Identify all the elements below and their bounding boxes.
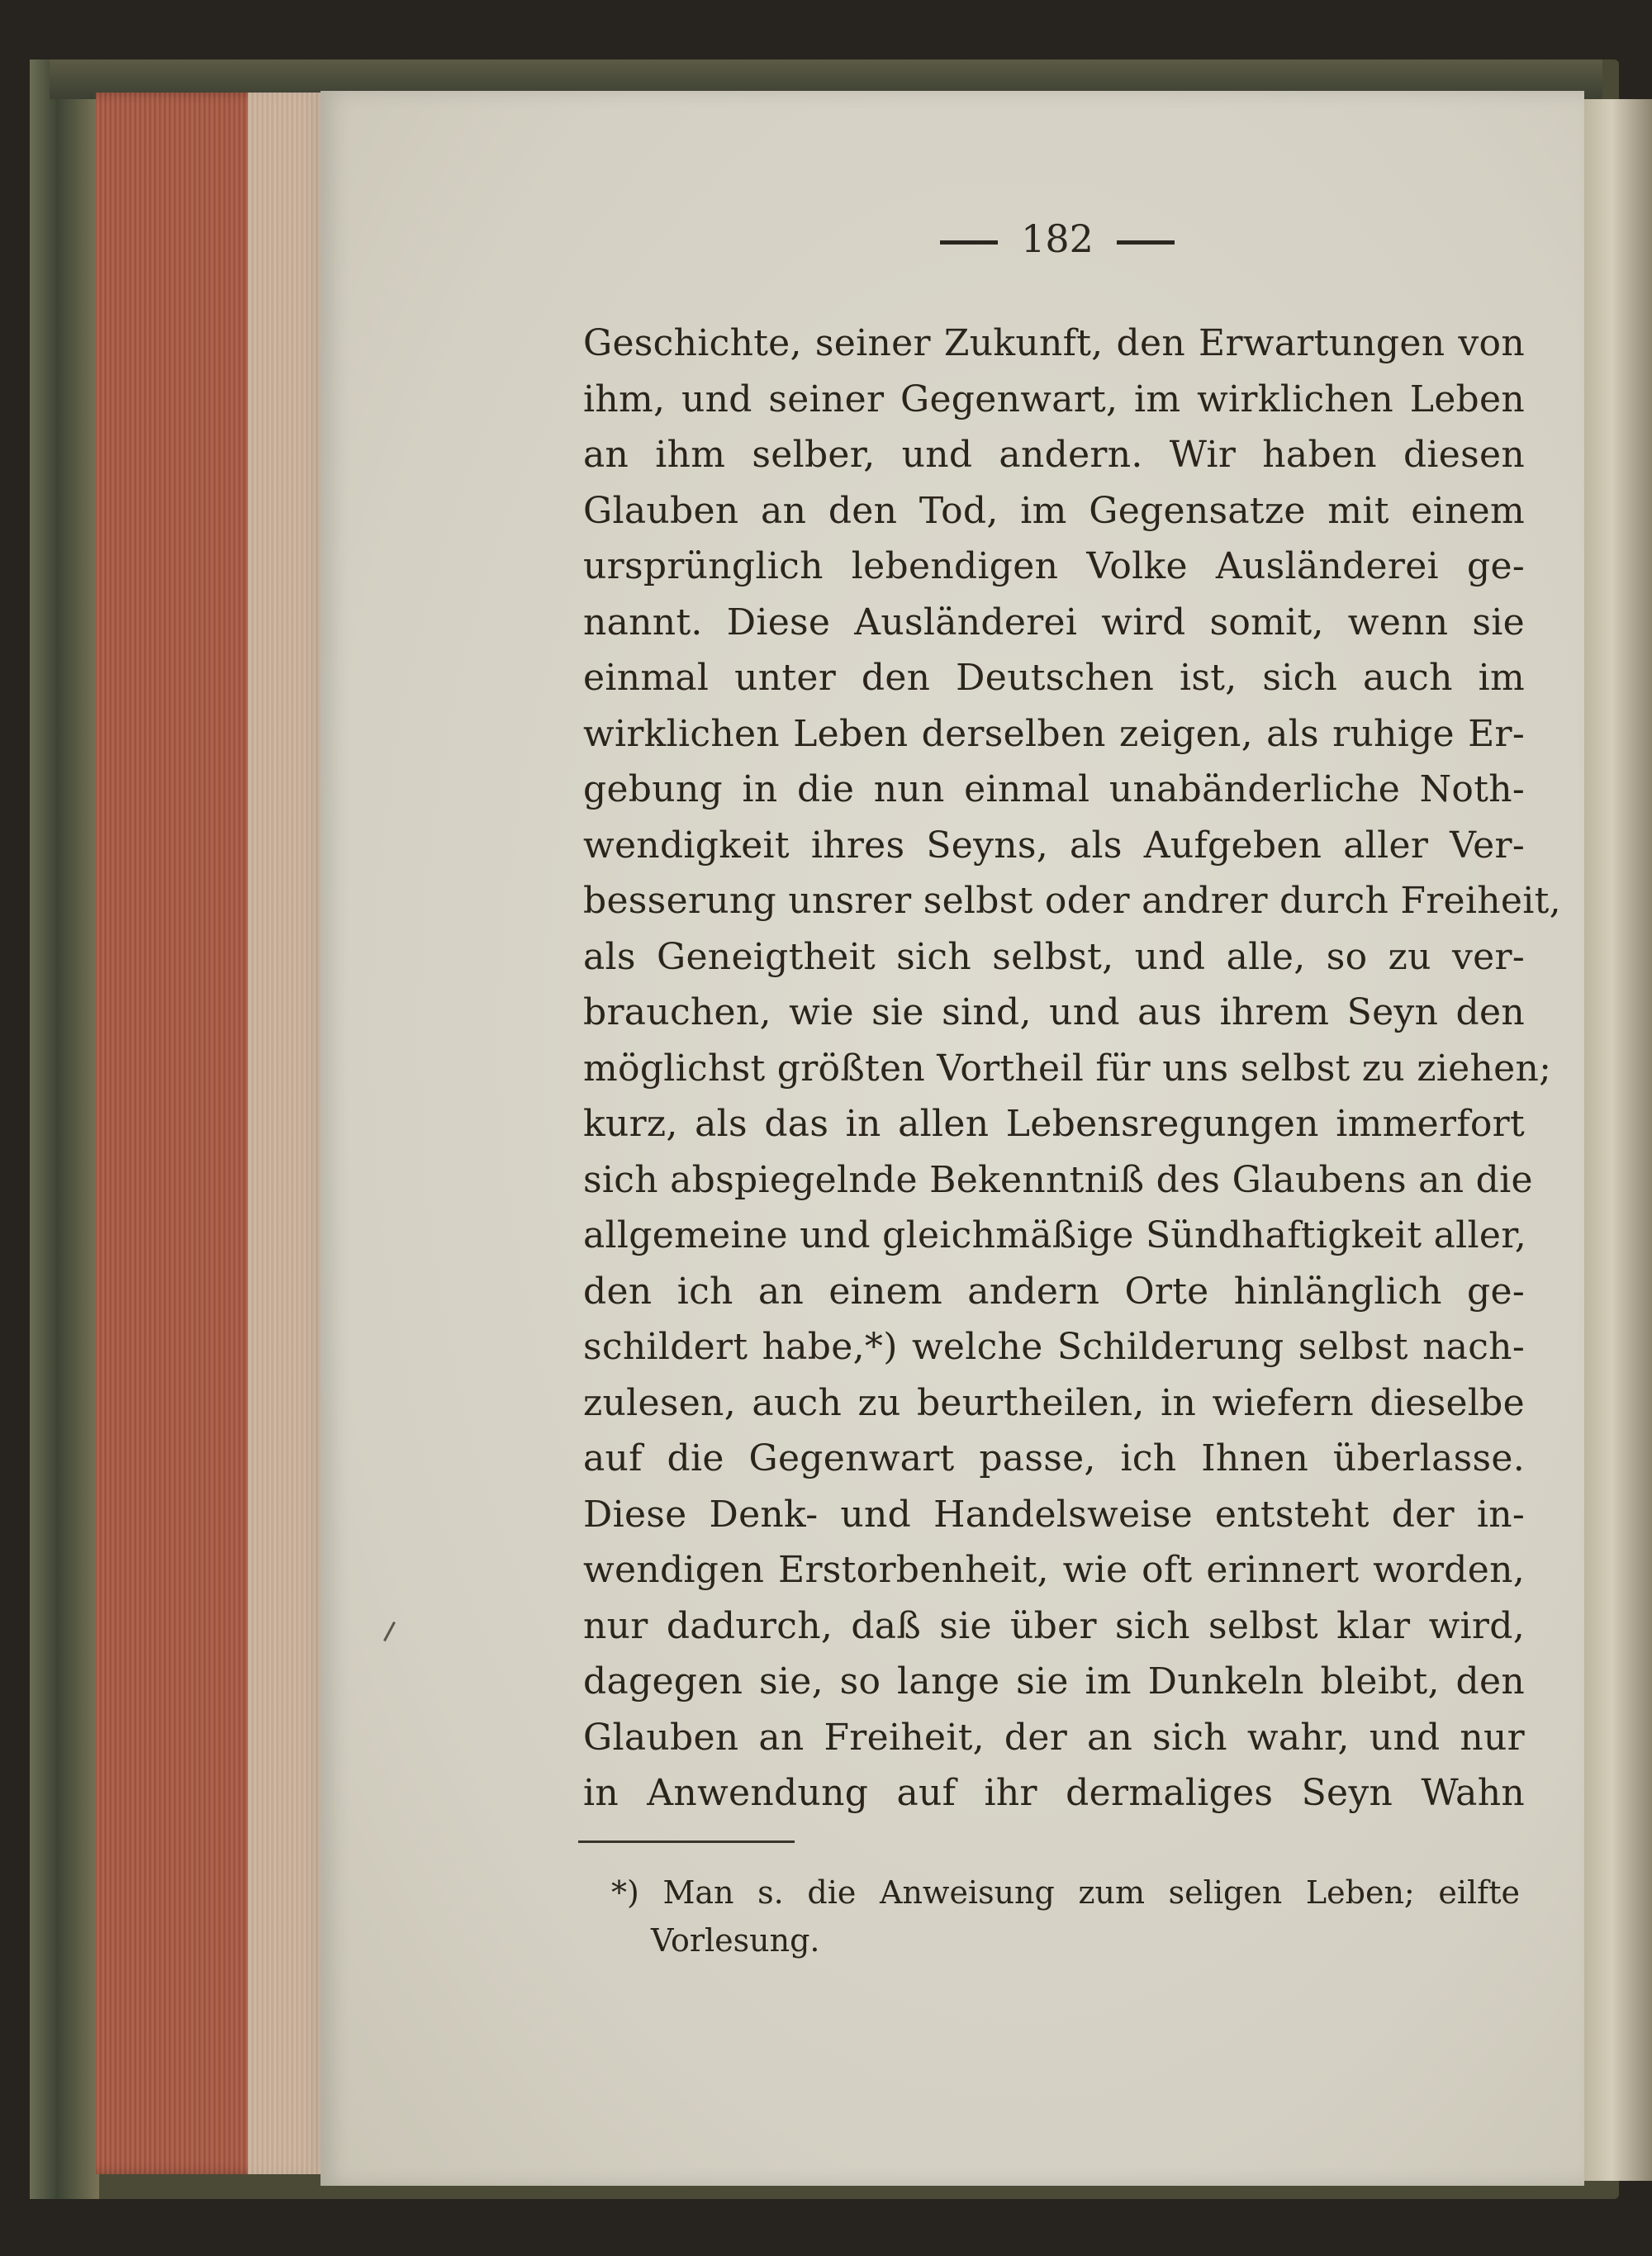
text-line: in Anwendung auf ihr dermaliges Seyn Wahn [583, 1772, 1525, 1814]
page-number: 182 [1021, 216, 1094, 261]
text-line: gebung in die nun einmal unabänderliche Noth- [583, 768, 1525, 810]
footnote [611, 1869, 1520, 1964]
text-line: Glauben an Freiheit, der an sich wahr, und nur [583, 1716, 1525, 1759]
body-text [583, 316, 1561, 1821]
text-line: sich abspiegelnde Bekenntniß des Glaubens an die [583, 1158, 1533, 1201]
text-line: dagegen sie, so lange sie im Dunkeln bleibt, den [583, 1660, 1525, 1703]
text-line: möglichst größten Vortheil für uns selbst zu ziehen; [583, 1047, 1552, 1090]
text-line: wendigkeit ihres Seyns, als Aufgeben aller Ver- [583, 824, 1525, 867]
text-line: an ihm selber, und andern. Wir haben diesen [583, 434, 1525, 476]
footnote-rule [578, 1840, 795, 1843]
text-line: Geschichte, seiner Zukunft, den Erwartungen von [583, 322, 1525, 364]
text-line: Glauben an den Tod, im Gegensatze mit einem [583, 489, 1525, 532]
text-line: einmal unter den Deutschen ist, sich auch im [583, 657, 1525, 699]
text-line: ihm, und seiner Gegenwart, im wirklichen Leben [583, 378, 1525, 420]
page-header [900, 216, 1214, 266]
text-line: nannt. Diese Ausländerei wird somit, wenn sie [583, 601, 1525, 644]
marbled-spine [30, 59, 99, 2199]
header-dash-left [940, 240, 998, 245]
header-dash-right [1117, 240, 1175, 245]
text-line: ursprünglich lebendigen Volke Ausländerei ge- [583, 545, 1525, 587]
text-line: schildert habe,*) welche Schilderung selbst nach- [583, 1326, 1525, 1368]
text-line: Diese Denk- und Handelsweise entsteht der in- [583, 1493, 1525, 1536]
facing-page-edge [1584, 99, 1652, 2181]
footnote-line: Vorlesung. [651, 1922, 820, 1959]
text-line: allgemeine und gleichmäßige Sündhaftigkeit aller, [583, 1214, 1527, 1256]
text-line: wendigen Erstorbenheit, wie oft erinnert worden, [583, 1549, 1525, 1591]
text-line: als Geneigtheit sich selbst, und alle, so zu ver- [583, 935, 1525, 978]
text-line: nur dadurch, daß sie über sich selbst klar wird, [583, 1604, 1525, 1647]
text-line: wirklichen Leben derselben zeigen, als ruhige Er- [583, 712, 1525, 755]
text-line: brauchen, wie sie sind, und aus ihrem Seyn den [583, 991, 1525, 1033]
footnote-line: *) Man s. die Anweisung zum seligen Leben; eilfte [611, 1874, 1520, 1911]
text-line: kurz, als das in allen Lebensregungen immerfort [583, 1103, 1525, 1145]
text-line: besserung unsrer selbst oder andrer durch Freiheit, [583, 880, 1561, 922]
page-block-edge [248, 93, 322, 2174]
text-line: den ich an einem andern Orte hinlänglich ge- [583, 1270, 1525, 1313]
text-line: auf die Gegenwart passe, ich Ihnen überlasse. [583, 1437, 1525, 1479]
text-line: zulesen, auch zu beurtheilen, in wiefern dieselbe [583, 1381, 1525, 1424]
